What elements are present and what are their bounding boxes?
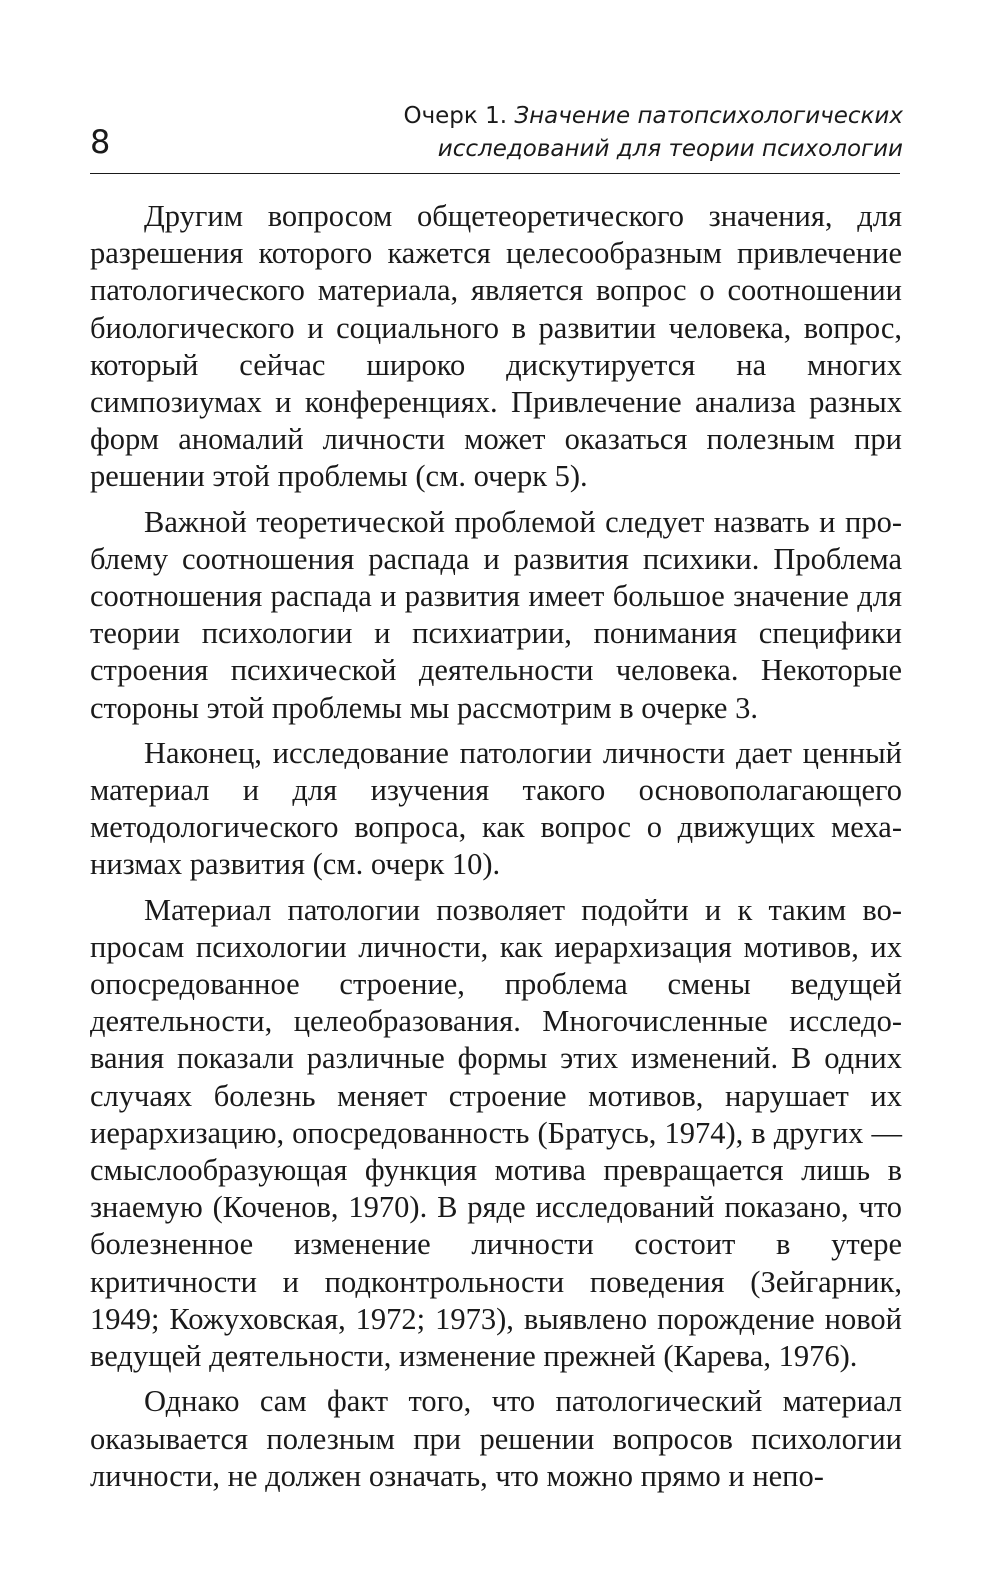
header-divider	[90, 173, 900, 174]
running-head-line-1	[403, 100, 903, 133]
chapter-label: Очерк 1.	[403, 103, 508, 129]
body-text	[90, 198, 902, 1503]
paragraph: Важной теоретической проблемой следует назвать и проблему соотношения распада и развития психики. Проблема соотношения распада и развития имеет большое значение для теории психологии и психиатрии, понимания специфики строения психической деятельности человека. Некоторые стороны этой проблемы мы рассмотрим в очерке 3.	[90, 504, 902, 725]
page-number: 8	[90, 123, 111, 161]
paragraph: Материал патологии позволяет подойти и к таким вопросам психологии личности, как иерархизация мотивов, их опосредованное строение, проблема смены ведущей деятельности, целеобразования. Многочисленные исследования показали различные формы этих изменений. В одних случаях болезнь меняет строение мотивов, нарушает их иерархизацию, опосредованность (Братусь, 1974), в других — смыслообразующая функция мотива превращается лишь в знаемую (Коченов, 1970). В ряде исследований показано, что болезненное изменение личности состоит в утере критичности и подконтрольности поведения (Зейгарник, 1949; Кожуховская, 1972; 1973), выявлено порождение новой ведущей деятельности, изменение прежней (Карева, 1976).	[90, 892, 902, 1374]
paragraph: Другим вопросом общетеоретического значения, для разрешения которого кажется целесообразным привлечение патологического материала, является вопрос о соотношении биологического и социального в развитии человека, вопрос, который сейчас широко дискутируется на многих симпозиумах и конференциях. Привлечение анализа разных форм аномалий личности может оказаться полезным при решении этой проблемы (см. очерк 5).	[90, 199, 902, 494]
paragraph: Наконец, исследование патологии личности дает ценный материал и для изучения такого основополагающего методологического вопроса, как вопрос о движущих механизмах развития (см. очерк 10).	[90, 735, 902, 882]
running-head	[403, 100, 903, 166]
chapter-title-line-1: Значение патопсихологических	[514, 103, 903, 129]
paragraph: Однако сам факт того, что патологический материал оказывается полезным при решении вопросов психологии личности, не должен означать, что можно прямо и непо-	[90, 1384, 902, 1493]
chapter-title-line-2: исследований для теории психологии	[437, 136, 903, 162]
